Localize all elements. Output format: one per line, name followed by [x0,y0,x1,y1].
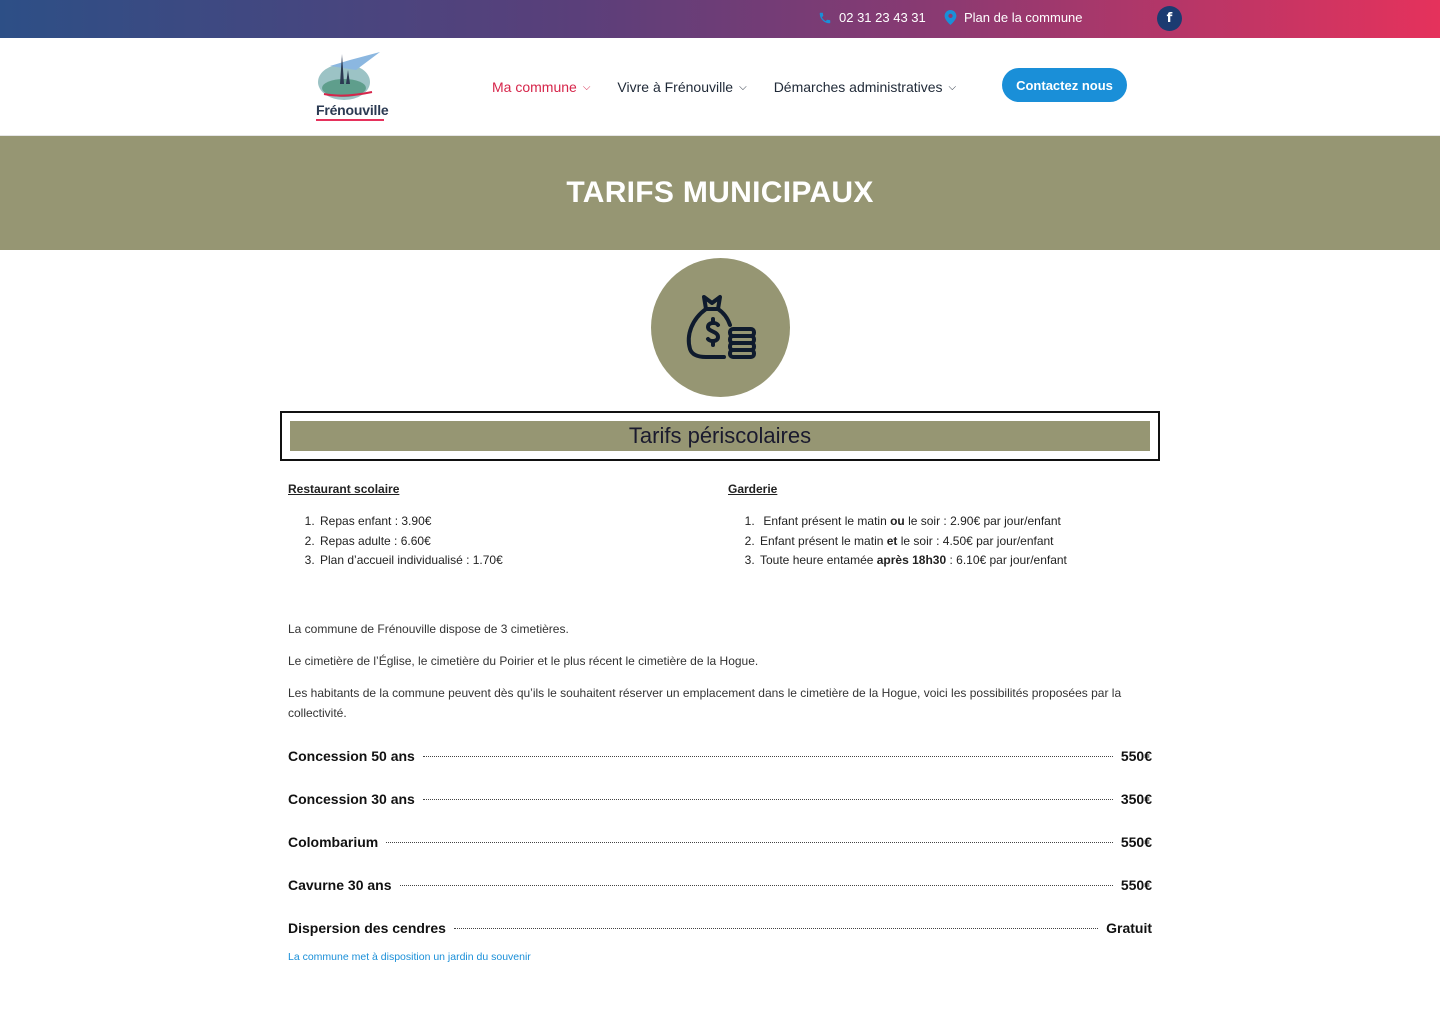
dotted-leader [400,885,1113,886]
list-item: 3. Plan d’accueil individualisé : 1.70€ [318,551,708,571]
price-label: Dispersion des cendres [288,920,446,936]
chevron-down-icon: ⌵ [739,81,747,93]
facebook-icon[interactable] [1157,6,1182,31]
contact-button[interactable]: Contactez nous [1002,68,1127,102]
price-value: Gratuit [1106,920,1152,936]
nav-label: Démarches administratives [773,79,943,95]
site-logo[interactable] [310,48,390,124]
restaurant-scolaire-column [288,482,708,571]
section-icon-circle [651,258,790,397]
jardin-souvenir-note: La commune met à disposition un jardin du souvenir [288,951,531,963]
page-banner [0,136,1440,250]
price-row [288,834,1152,877]
price-label: Concession 30 ans [288,791,415,807]
money-bag-icon [684,291,758,365]
nav-label: Ma commune [492,79,577,95]
dotted-leader [454,928,1098,929]
price-value: 350€ [1120,791,1152,807]
price-label: Cavurne 30 ans [288,877,392,893]
paragraph: Les habitants de la commune peuvent dès qu’ils le souhaitent réserver un emplacement dans le cimetière de la Hogue, voici les possibilités proposées par la collectivité. [288,686,1122,720]
price-row [288,877,1152,920]
top-bar [0,0,1440,38]
plan-label: Plan de la commune [964,10,1083,25]
section-title-box [280,411,1160,461]
price-value: 550€ [1120,748,1152,764]
chevron-down-icon: ⌵ [948,81,957,93]
logo-emblem-icon [310,48,390,108]
garderie-column [728,482,1148,571]
list-item: 3. Toute heure entamée après 18h30 : 6.10€ par jour/enfant [758,551,1148,571]
list-item: 1. Enfant présent le matin ou le soir : 2.90€ par jour/enfant [758,512,1148,532]
garderie-list [728,512,1148,571]
plan-link[interactable] [944,10,1083,25]
price-list [288,748,1152,963]
facebook-glyph: f [1166,11,1173,26]
logo-underline [316,119,384,121]
nav-item-vivre[interactable] [617,79,746,95]
page-title: TARIFS MUNICIPAUX [566,176,874,209]
map-pin-icon [944,10,957,25]
paragraph: Le cimetière de l’Église, le cimetière du Poirier et le plus récent le cimetière de la Hogue. [288,654,759,668]
garderie-heading: Garderie [728,482,778,496]
dotted-leader [423,756,1113,757]
logo-text: Frénouville [316,102,389,118]
nav-item-demarches[interactable] [774,79,956,95]
restaurant-heading: Restaurant scolaire [288,482,400,496]
list-item: 2. Enfant présent le matin et le soir : 4.50€ par jour/enfant [758,532,1148,552]
site-header [0,38,1440,136]
cemetery-text [288,619,1152,735]
restaurant-list [288,512,708,571]
paragraph: La commune de Frénouville dispose de 3 cimetières. [288,622,569,636]
price-row [288,748,1152,791]
nav-item-ma-commune[interactable] [492,79,590,95]
price-row [288,791,1152,834]
phone-link[interactable] [818,10,926,25]
dotted-leader [423,799,1113,800]
phone-number: 02 31 23 43 31 [839,10,926,25]
price-label: Concession 50 ans [288,748,415,764]
price-value: 550€ [1120,834,1152,850]
nav-label: Vivre à Frénouville [617,79,734,95]
section-title: Tarifs périscolaires [290,421,1150,451]
main-nav [492,79,983,95]
phone-icon [818,11,832,25]
dotted-leader [386,842,1113,843]
chevron-down-icon: ⌵ [582,81,591,93]
list-item: 2. Repas adulte : 6.60€ [318,532,708,552]
price-value: 550€ [1120,877,1152,893]
price-label: Colombarium [288,834,379,850]
list-item: 1. Repas enfant : 3.90€ [318,512,708,532]
